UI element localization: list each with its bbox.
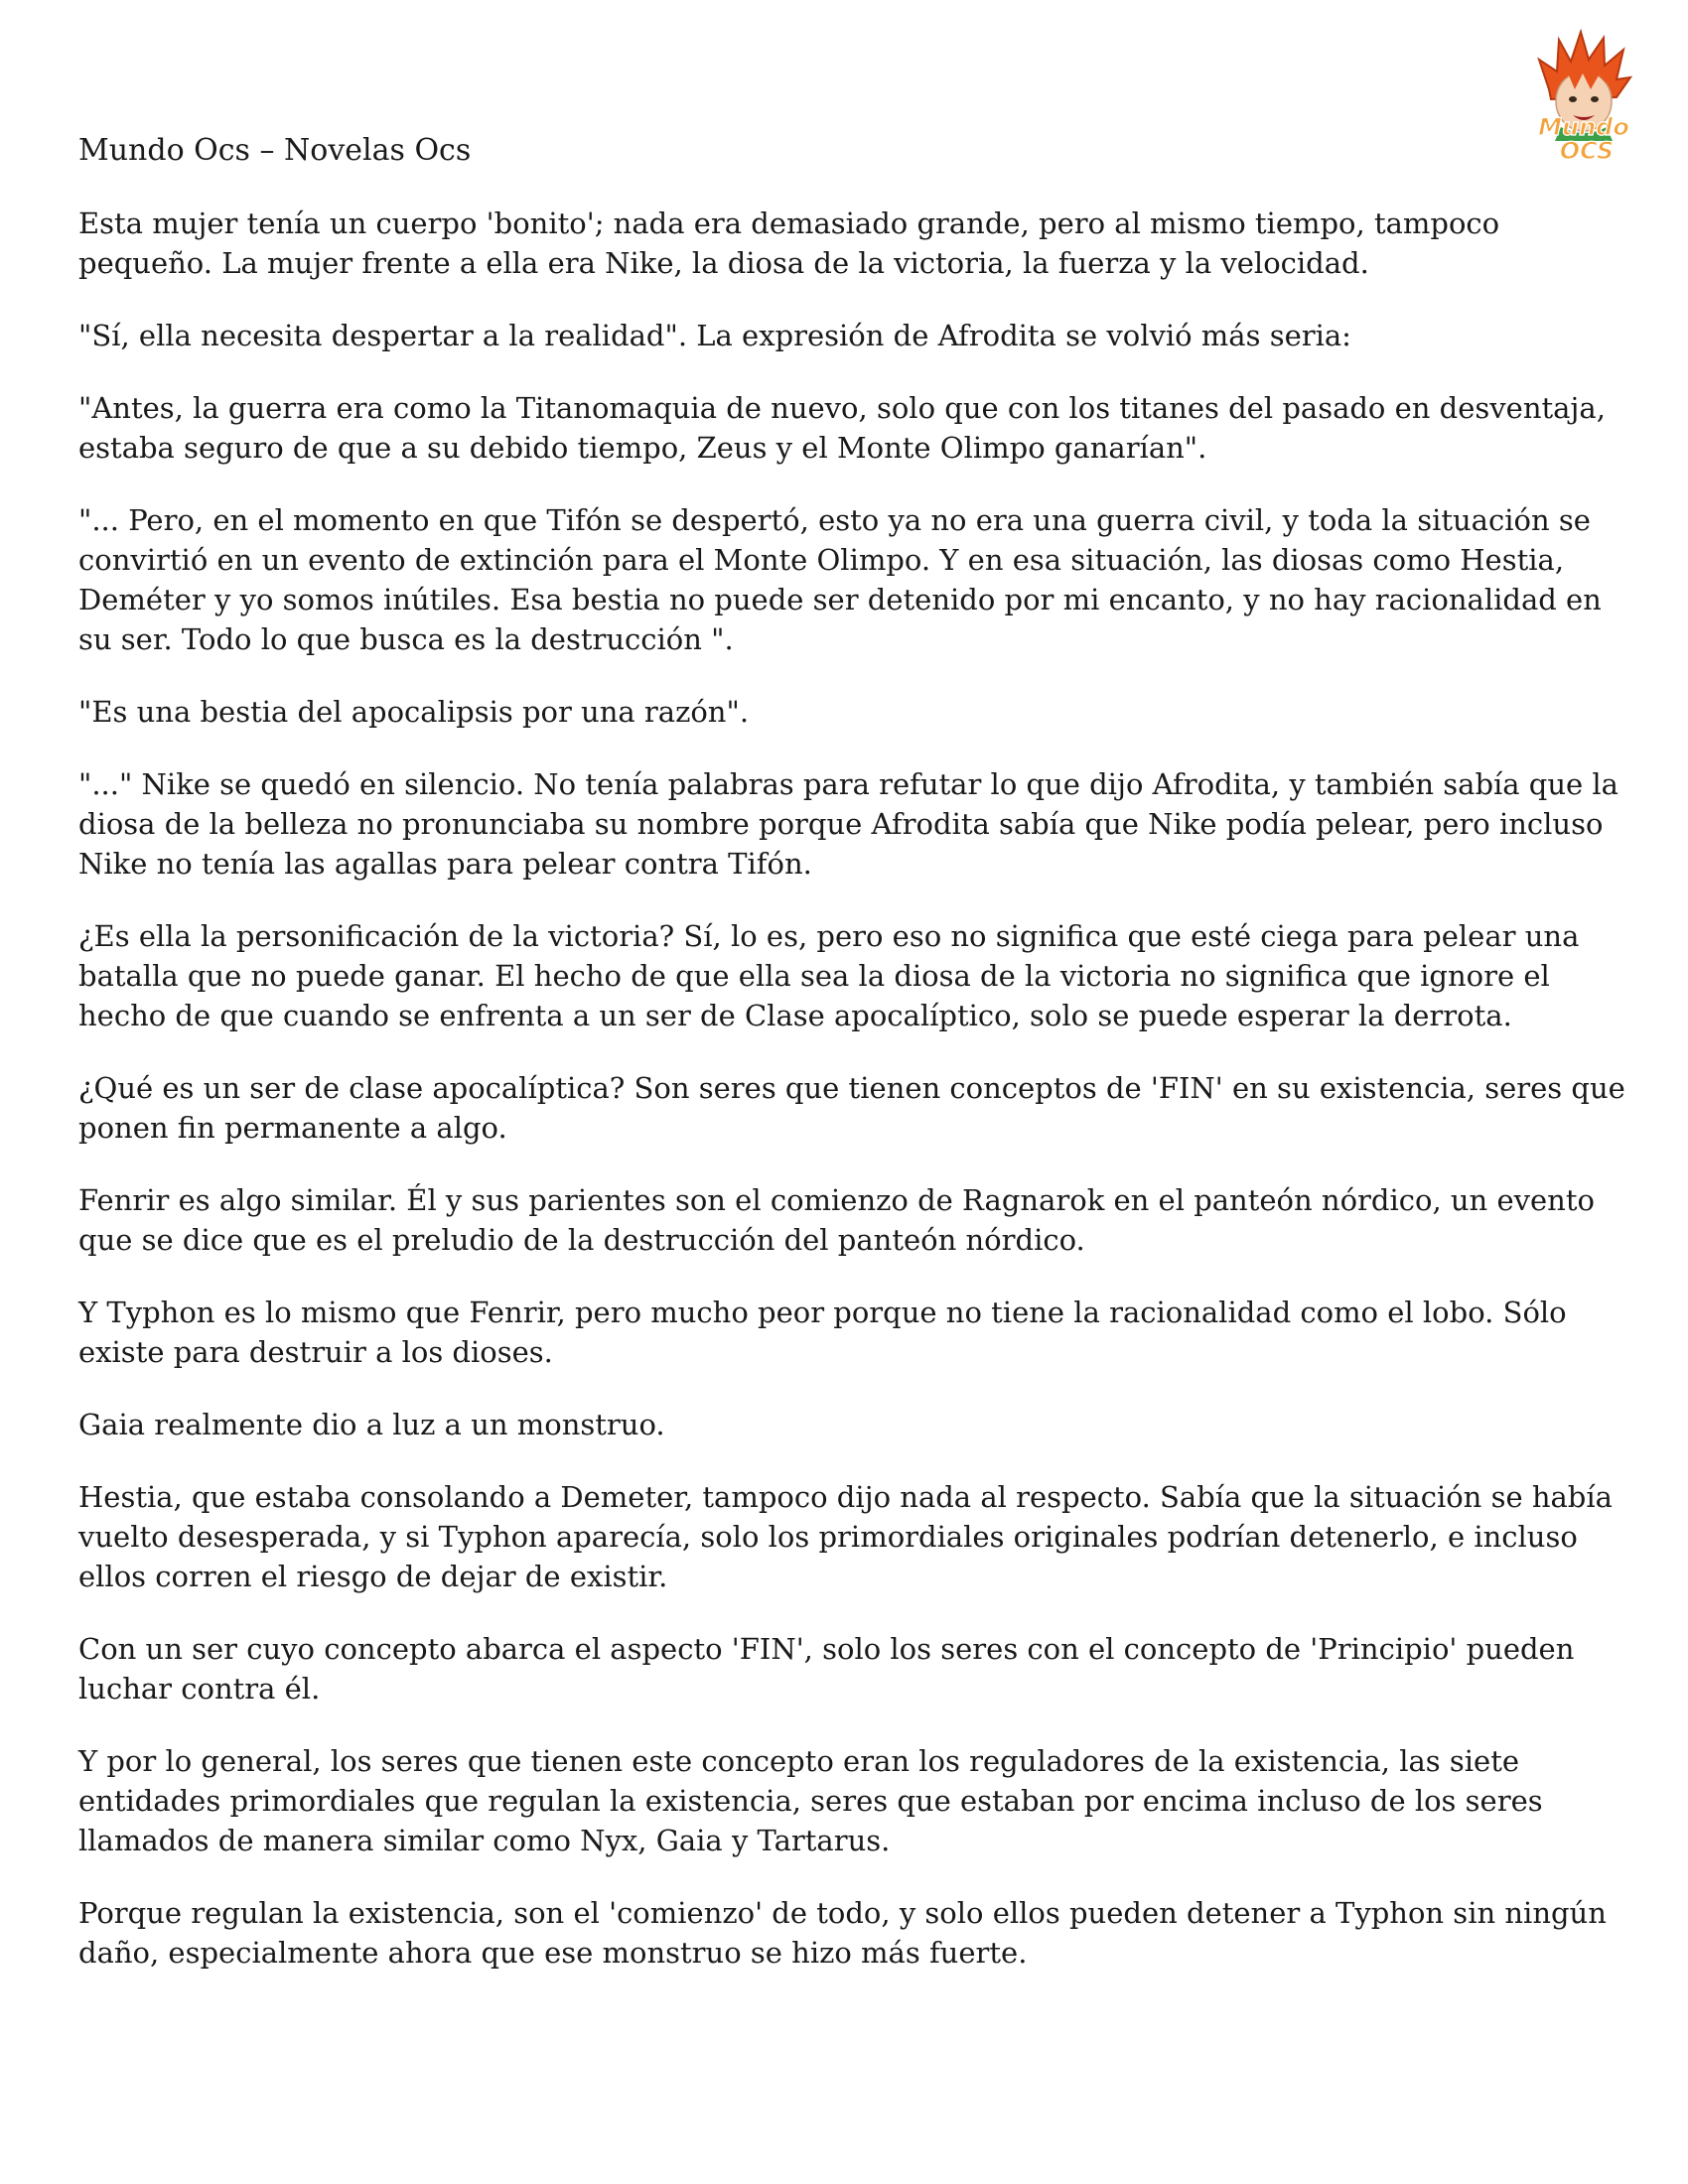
- logo-text-top: Mundo: [1538, 113, 1629, 141]
- paragraph: ¿Qué es un ser de clase apocalíptica? Son seres que tienen conceptos de 'FIN' en su existencia, seres que ponen fin permanente a algo.: [78, 1071, 1625, 1145]
- paragraph: Y por lo general, los seres que tienen este concepto eran los reguladores de la existencia, las siete entidades primordiales que regulan la existencia, seres que estaban por encima incluso de los seres llamados de manera similar como Nyx, Gaia y Tartarus.: [78, 1744, 1543, 1857]
- paragraph: "..." Nike se quedó en silencio. No tenía palabras para refutar lo que dijo Afrodita, y también sabía que la diosa de la belleza no pronunciaba su nombre porque Afrodita sabía que Nike podía pelear, pero incluso Nike no tenía las agallas para pelear contra Tifón.: [78, 767, 1618, 881]
- mundo-ocs-logo-graphic: [1509, 20, 1658, 169]
- paragraph: Y Typhon es lo mismo que Fenrir, pero mucho peor porque no tiene la racionalidad como el lobo. Sólo existe para destruir a los dioses.: [78, 1296, 1567, 1369]
- paragraph: Fenrir es algo similar. Él y sus parientes son el comienzo de Ragnarok en el panteón nórdico, un evento que se dice que es el preludio de la destrucción del panteón nórdico.: [78, 1183, 1595, 1257]
- document-body: [78, 204, 1627, 2005]
- mundo-ocs-logo: [1509, 20, 1658, 169]
- logo-text-bottom: OCS: [1559, 137, 1615, 165]
- paragraph: "Es una bestia del apocalipsis por una razón".: [78, 695, 750, 729]
- paragraph: Gaia realmente dio a luz a un monstruo.: [78, 1408, 665, 1441]
- paragraph: Porque regulan la existencia, son el 'comienzo' de todo, y solo ellos pueden detener a Typhon sin ningún daño, especialmente ahora que ese monstruo se hizo más fuerte.: [78, 1896, 1607, 1970]
- paragraph: ¿Es ella la personificación de la victoria? Sí, lo es, pero eso no significa que esté ciega para pelear una batalla que no puede ganar. El hecho de que ella sea la diosa de la victoria no significa que ignore el hecho de que cuando se enfrenta a un ser de Clase apocalíptico, solo se puede esperar la derrota.: [78, 919, 1580, 1032]
- paragraph: "... Pero, en el momento en que Tifón se despertó, esto ya no era una guerra civil, y toda la situación se convirtió en un evento de extinción para el Monte Olimpo. Y en esa situación, las diosas como Hestia, Deméter y yo somos inútiles. Esa bestia no puede ser detenido por mi encanto, y no hay racionalidad en su ser. Todo lo que busca es la destrucción ".: [78, 503, 1602, 656]
- paragraph: "Sí, ella necesita despertar a la realidad". La expresión de Afrodita se volvió más seria:: [78, 319, 1351, 352]
- paragraph: Con un ser cuyo concepto abarca el aspecto 'FIN', solo los seres con el concepto de 'Principio' pueden luchar contra él.: [78, 1632, 1575, 1706]
- paragraph: Esta mujer tenía un cuerpo 'bonito'; nada era demasiado grande, pero al mismo tiempo, tampoco pequeño. La mujer frente a ella era Nike, la diosa de la victoria, la fuerza y la velocidad.: [78, 206, 1500, 280]
- paragraph: Hestia, que estaba consolando a Demeter, tampoco dijo nada al respecto. Sabía que la situación se había vuelto desesperada, y si Typhon aparecía, solo los primordiales originales podrían detenerlo, e incluso ellos corren el riesgo de dejar de existir.: [78, 1480, 1613, 1593]
- document-header-title: Mundo Ocs – Novelas Ocs: [78, 133, 472, 168]
- paragraph: "Antes, la guerra era como la Titanomaquia de nuevo, solo que con los titanes del pasado en desventaja, estaba seguro de que a su debido tiempo, Zeus y el Monte Olimpo ganarían".: [78, 391, 1606, 465]
